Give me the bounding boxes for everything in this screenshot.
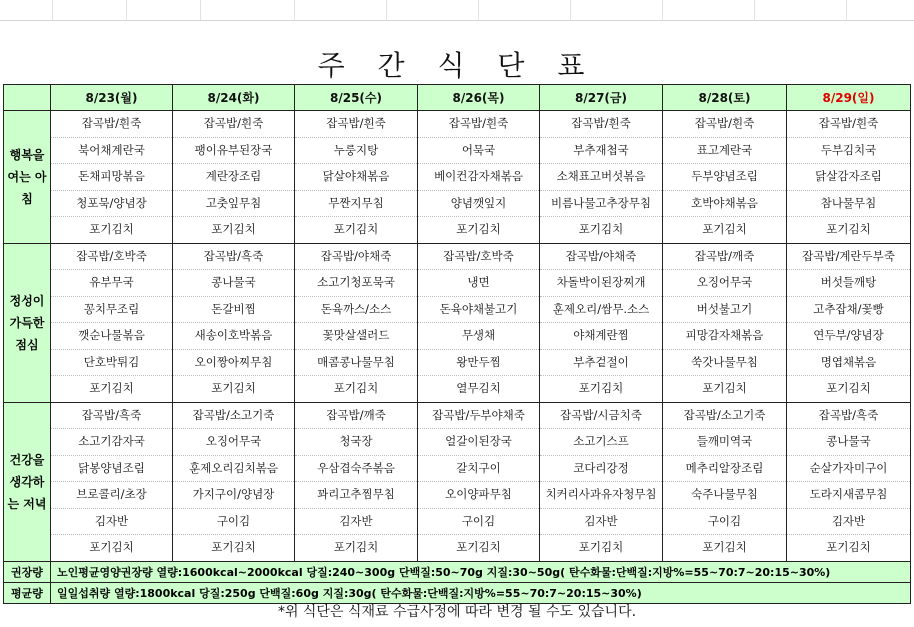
menu-item[interactable]: 돈육까스/소스 — [295, 297, 417, 324]
menu-cell — [295, 111, 418, 244]
menu-item[interactable]: 치커리사과유자청무침 — [540, 482, 662, 509]
menu-cell — [173, 111, 295, 244]
menu-item[interactable]: 피망감자채볶음 — [663, 323, 786, 350]
meal-row-lunch — [4, 243, 911, 402]
menu-item[interactable]: 잡곡밥/두부야채죽 — [418, 403, 539, 430]
meal-row-breakfast — [4, 111, 911, 244]
menu-item[interactable]: 포기김치 — [578, 540, 624, 554]
menu-item[interactable]: 오이양파무침 — [418, 482, 539, 509]
menu-item[interactable]: 훈제오리김치볶음 — [173, 456, 294, 483]
menu-cell — [173, 402, 295, 561]
menu-item[interactable]: 깻순나물볶음 — [51, 323, 172, 350]
menu-item[interactable]: 소고기청포묵국 — [295, 270, 417, 297]
menu-cell — [663, 243, 787, 402]
menu-item[interactable]: 포기김치 — [456, 222, 501, 236]
menu-item[interactable]: 구이김 — [418, 509, 539, 536]
menu-item[interactable]: 잡곡밥/흰죽 — [540, 111, 662, 138]
menu-item[interactable]: 닭살감자조림 — [787, 164, 910, 191]
info-row-recommended — [4, 561, 911, 582]
menu-cell — [540, 111, 663, 244]
corner-cell — [4, 85, 51, 111]
menu-item[interactable]: 잡곡밥/소고기죽 — [173, 403, 294, 430]
menu-item[interactable]: 무짠지무침 — [295, 191, 417, 218]
menu-item[interactable]: 포기김치 — [456, 540, 501, 554]
menu-item[interactable]: 잡곡밥/깨죽 — [295, 403, 417, 430]
menu-cell — [787, 111, 911, 244]
menu-item[interactable]: 무생채 — [418, 323, 539, 350]
menu-item[interactable]: 차돌박이된장찌개 — [540, 270, 662, 297]
menu-item[interactable]: 우삼겹숙주볶음 — [295, 456, 417, 483]
menu-item[interactable]: 연두부/양념장 — [787, 323, 910, 350]
menu-item[interactable]: 잡곡밥/호박죽 — [418, 244, 539, 271]
menu-item[interactable]: 표고계란국 — [663, 138, 786, 165]
menu-item[interactable]: 베이컨감자채볶음 — [418, 164, 539, 191]
menu-item[interactable]: 잡곡밥/호박죽 — [51, 244, 172, 271]
menu-item[interactable]: 잡곡밥/계란두부죽 — [787, 244, 910, 271]
menu-item[interactable]: 유부무국 — [51, 270, 172, 297]
menu-item[interactable]: 구이김 — [173, 509, 294, 536]
day-header-sun[interactable]: 8/29(일) — [787, 85, 911, 111]
menu-item[interactable]: 코다리강정 — [540, 456, 662, 483]
menu-item[interactable]: 소고기감자국 — [51, 429, 172, 456]
menu-item[interactable]: 포기김치 — [89, 381, 134, 395]
menu-item[interactable]: 오징어무국 — [173, 429, 294, 456]
menu-item[interactable]: 들깨미역국 — [663, 429, 786, 456]
menu-item[interactable]: 열무김치 — [456, 381, 501, 395]
menu-item[interactable]: 구이김 — [663, 509, 786, 536]
menu-cell — [295, 402, 418, 561]
menu-cell — [663, 402, 787, 561]
menu-item[interactable]: 포기김치 — [702, 222, 747, 236]
menu-cell — [540, 243, 663, 402]
menu-item[interactable]: 누룽지탕 — [295, 138, 417, 165]
menu-item[interactable]: 포기김치 — [89, 222, 134, 236]
menu-item[interactable]: 잡곡밥/흰죽 — [787, 111, 910, 138]
menu-item[interactable]: 콩나물국 — [173, 270, 294, 297]
menu-item[interactable]: 새송이호박볶음 — [173, 323, 294, 350]
menu-item[interactable]: 참나물무침 — [787, 191, 910, 218]
menu-item[interactable]: 소고기스프 — [540, 429, 662, 456]
menu-item[interactable]: 북어채계란국 — [51, 138, 172, 165]
menu-item[interactable]: 갈치구이 — [418, 456, 539, 483]
menu-item[interactable]: 포기김치 — [702, 381, 747, 395]
menu-item[interactable]: 꽁치무조림 — [51, 297, 172, 324]
menu-item[interactable]: 김자반 — [787, 509, 910, 536]
menu-item[interactable]: 두부양념조림 — [663, 164, 786, 191]
spreadsheet-gridlines — [0, 0, 914, 21]
menu-item[interactable]: 꽃맛살샐러드 — [295, 323, 417, 350]
menu-item[interactable]: 훈제오리/쌈무.소스 — [540, 297, 662, 324]
menu-item[interactable]: 닭살야채볶음 — [295, 164, 417, 191]
menu-item[interactable]: 소채표고버섯볶음 — [540, 164, 662, 191]
menu-item[interactable]: 포기김치 — [211, 540, 256, 554]
menu-cell — [173, 243, 295, 402]
menu-cell — [663, 111, 787, 244]
menu-item[interactable]: 김자반 — [540, 509, 662, 536]
menu-item[interactable]: 꽈리고추찜무침 — [295, 482, 417, 509]
menu-item[interactable]: 야채계란찜 — [540, 323, 662, 350]
menu-cell — [295, 243, 418, 402]
menu-item[interactable]: 왕만두찜 — [418, 350, 539, 377]
menu-item[interactable]: 포기김치 — [333, 222, 379, 236]
menu-item[interactable]: 숙주나물무침 — [663, 482, 786, 509]
meal-row-dinner — [4, 402, 911, 561]
menu-item[interactable]: 잡곡밥/흰죽 — [51, 111, 172, 138]
menu-item[interactable]: 콩나물국 — [787, 429, 910, 456]
menu-item[interactable]: 잡곡밥/흰죽 — [173, 111, 294, 138]
menu-item[interactable]: 오징어무국 — [663, 270, 786, 297]
menu-item[interactable]: 포기김치 — [578, 381, 624, 395]
menu-item[interactable]: 버섯들깨탕 — [787, 270, 910, 297]
menu-cell — [418, 243, 540, 402]
menu-item[interactable]: 청포묵/양념장 — [51, 191, 172, 218]
menu-cell — [418, 402, 540, 561]
menu-item[interactable]: 포기김치 — [826, 222, 871, 236]
menu-item[interactable]: 두부김치국 — [787, 138, 910, 165]
menu-item[interactable]: 김자반 — [295, 509, 417, 536]
menu-item[interactable]: 포기김치 — [211, 381, 256, 395]
menu-item[interactable]: 고추잡채/꽃빵 — [787, 297, 910, 324]
menu-item[interactable]: 팽이유부된장국 — [173, 138, 294, 165]
info-label-recommended[interactable]: 권장량 — [4, 561, 51, 582]
menu-item[interactable]: 잡곡밥/소고기죽 — [663, 403, 786, 430]
menu-item[interactable]: 계란장조림 — [173, 164, 294, 191]
day-header-tue[interactable]: 8/24(화) — [173, 85, 295, 111]
menu-cell — [51, 111, 173, 244]
menu-item[interactable]: 고춧잎무침 — [173, 191, 294, 218]
menu-item[interactable]: 포기김치 — [333, 381, 379, 395]
menu-cell — [51, 243, 173, 402]
menu-item[interactable]: 잡곡밥/시금치죽 — [540, 403, 662, 430]
menu-item[interactable]: 김자반 — [51, 509, 172, 536]
menu-item[interactable]: 어묵국 — [418, 138, 539, 165]
menu-item[interactable]: 잡곡밥/야채죽 — [295, 244, 417, 271]
day-header-mon[interactable]: 8/23(월) — [51, 85, 173, 111]
day-header-wed[interactable]: 8/25(수) — [295, 85, 418, 111]
menu-item[interactable]: 가지구이/양념장 — [173, 482, 294, 509]
menu-item[interactable]: 도라지새콤무침 — [787, 482, 910, 509]
menu-item[interactable]: 포기김치 — [826, 381, 871, 395]
menu-item[interactable]: 잡곡밥/흑죽 — [787, 403, 910, 430]
menu-item[interactable]: 포기김치 — [211, 222, 256, 236]
menu-cell — [418, 111, 540, 244]
meal-label-lunch[interactable]: 정성이 가득한 점심 — [4, 243, 51, 402]
menu-item[interactable]: 포기김치 — [826, 540, 871, 554]
menu-cell — [540, 402, 663, 561]
menu-item[interactable]: 냉면 — [418, 270, 539, 297]
menu-item[interactable]: 잡곡밥/야채죽 — [540, 244, 662, 271]
menu-item[interactable]: 포기김치 — [89, 540, 134, 554]
menu-item[interactable]: 비름나물고추장무침 — [540, 191, 662, 218]
menu-item[interactable]: 쑥갓나물무침 — [663, 350, 786, 377]
day-header-thu[interactable]: 8/26(목) — [418, 85, 540, 111]
menu-item[interactable]: 순살가자미구이 — [787, 456, 910, 483]
menu-cell — [787, 402, 911, 561]
menu-item[interactable]: 잡곡밥/흑죽 — [173, 244, 294, 271]
menu-cell — [51, 402, 173, 561]
footnote: *위 식단은 식재료 수급사정에 따라 변경 될 수도 있습니다. — [277, 604, 637, 620]
menu-item[interactable]: 단호박튀김 — [51, 350, 172, 377]
menu-item[interactable]: 매콤콩나물무침 — [295, 350, 417, 377]
meal-label-breakfast[interactable]: 행복을 여는 아침 — [4, 111, 51, 244]
day-header-row — [4, 85, 911, 111]
menu-item[interactable]: 잡곡밥/흰죽 — [663, 111, 786, 138]
day-header-sat[interactable]: 8/28(토) — [663, 85, 787, 111]
info-text-average[interactable]: 일일섭취량 열량:1800kcal 당질:250g 단백질:60g 지질:30g( 탄수화물:단백질:지방%=55~70:7~20:15~30%) — [51, 582, 911, 603]
menu-item[interactable]: 잡곡밥/흑죽 — [51, 403, 172, 430]
menu-item[interactable]: 얼갈이된장국 — [418, 429, 539, 456]
menu-item[interactable]: 잡곡밥/흰죽 — [295, 111, 417, 138]
menu-item[interactable]: 돈갈비찜 — [173, 297, 294, 324]
menu-item[interactable]: 포기김치 — [578, 222, 624, 236]
page-title: 주 간 식 단 표 — [317, 49, 597, 82]
menu-item[interactable]: 닭봉양념조림 — [51, 456, 172, 483]
weekly-menu-table — [3, 84, 911, 604]
meal-label-dinner[interactable]: 건강을 생각하는 저녁 — [4, 402, 51, 561]
menu-item[interactable]: 오이짱아찌무침 — [173, 350, 294, 377]
menu-item[interactable]: 돈육야채불고기 — [418, 297, 539, 324]
menu-item[interactable]: 명엽채볶음 — [787, 350, 910, 377]
menu-item[interactable]: 잡곡밥/흰죽 — [418, 111, 539, 138]
info-text-recommended[interactable]: 노인평균영양권장량 열량:1600kcal~2000kcal 당질:240~300g 단백질:50~70g 지질:30~50g( 탄수화물:단백질:지방%=55~70:7~20:15~30%) — [51, 561, 911, 582]
day-header-fri[interactable]: 8/27(금) — [540, 85, 663, 111]
menu-item[interactable]: 돈채피망볶음 — [51, 164, 172, 191]
menu-item[interactable]: 부추겉절이 — [540, 350, 662, 377]
menu-item[interactable]: 양념깻잎지 — [418, 191, 539, 218]
menu-item[interactable]: 부추재첩국 — [540, 138, 662, 165]
menu-item[interactable]: 포기김치 — [702, 540, 747, 554]
menu-item[interactable]: 브로콜리/초장 — [51, 482, 172, 509]
menu-cell — [787, 243, 911, 402]
menu-item[interactable]: 포기김치 — [333, 540, 379, 554]
menu-item[interactable]: 호박야채볶음 — [663, 191, 786, 218]
menu-item[interactable]: 메추리알장조림 — [663, 456, 786, 483]
info-label-average[interactable]: 평균량 — [4, 582, 51, 603]
menu-item[interactable]: 버섯불고기 — [663, 297, 786, 324]
menu-item[interactable]: 청국장 — [295, 429, 417, 456]
info-row-average — [4, 582, 911, 603]
menu-item[interactable]: 잡곡밥/깨죽 — [663, 244, 786, 271]
